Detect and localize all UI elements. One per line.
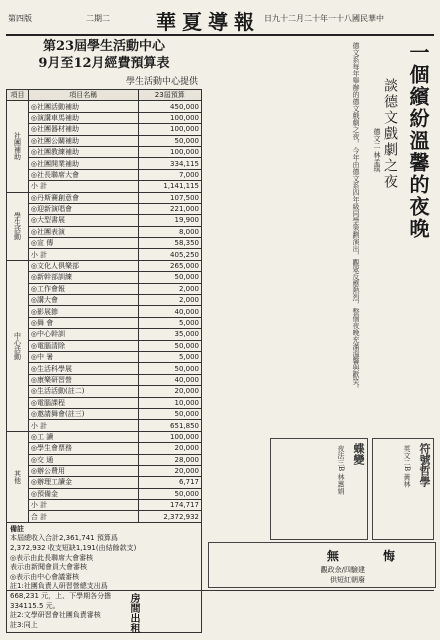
table-row	[7, 169, 202, 180]
row-item: ◎新幹部訓練	[28, 272, 138, 283]
row-amount: 40,000	[138, 306, 201, 317]
row-item: ◎社團公關補助	[28, 135, 138, 146]
philosophy-title: 符號哲學	[418, 443, 431, 487]
row-item: ◎中 暑	[28, 351, 138, 362]
table-row	[7, 203, 202, 214]
table-row	[7, 192, 202, 203]
row-amount: 100,000	[138, 431, 201, 442]
issue-date: 日九十二月二十年一十八國民華中	[264, 14, 384, 23]
table-row	[7, 408, 202, 419]
table-row	[7, 158, 202, 169]
table-row	[7, 443, 202, 454]
classified-ad	[6, 590, 434, 635]
note-line: 表示由新聞會員大會審核	[10, 563, 87, 572]
row-amount: 50,000	[138, 488, 201, 499]
row-amount: 20,000	[138, 386, 201, 397]
header-amount: 23屆預算	[138, 90, 201, 101]
table-row	[7, 465, 202, 476]
philosophy-box	[372, 438, 434, 540]
row-item: ◎演講車馬補助	[28, 112, 138, 123]
table-row	[7, 488, 202, 499]
row-item: 小 計	[28, 500, 138, 511]
row-amount: 35,000	[138, 329, 201, 340]
row-amount: 450,000	[138, 101, 201, 112]
row-item: ◎社團教練補助	[28, 146, 138, 157]
budget-table	[6, 89, 202, 523]
table-row	[7, 431, 202, 442]
row-amount: 8,000	[138, 226, 201, 237]
row-item: ◎社團開業補助	[28, 158, 138, 169]
row-amount: 50,000	[138, 135, 201, 146]
row-amount: 107,500	[138, 192, 201, 203]
row-item: 小 計	[28, 420, 138, 431]
row-amount: 5,000	[138, 351, 201, 362]
table-row	[7, 272, 202, 283]
row-item: ◎生活活動(註二)	[28, 386, 138, 397]
row-item: 小 計	[28, 249, 138, 260]
row-amount: 7,000	[138, 169, 201, 180]
row-category: 其他	[7, 431, 29, 522]
note-line: 註2:文學研習會社團負責審核	[10, 611, 101, 620]
row-amount: 174,717	[138, 500, 201, 511]
row-amount: 40,000	[138, 374, 201, 385]
article-body: 德文系每年舉辦的德文戲劇之夜，今年由德文系四年級同學策劃演出，觀眾反應熱烈，整個夜晚充滿溫馨與歡笑。	[352, 42, 360, 392]
butterfly-box	[270, 438, 368, 540]
row-item: ◎電腦清除	[28, 340, 138, 351]
row-item: 小 計	[28, 181, 138, 192]
masthead	[6, 4, 434, 36]
budget-table-body	[7, 101, 202, 522]
table-row	[7, 249, 202, 260]
row-amount: 651,850	[138, 420, 201, 431]
article-subhead: 談德文戲劇之夜	[382, 78, 398, 190]
row-item: ◎電腦課程	[28, 397, 138, 408]
table-row	[7, 420, 202, 431]
table-row	[7, 511, 202, 522]
table-row	[7, 454, 202, 465]
row-item: ◎邀請舞會(註三)	[28, 408, 138, 419]
table-row	[7, 500, 202, 511]
row-item: ◎交 通	[28, 454, 138, 465]
row-amount: 50,000	[138, 363, 201, 374]
row-item: ◎學生會票務	[28, 443, 138, 454]
row-item: ◎預備金	[28, 488, 138, 499]
row-amount: 221,000	[138, 203, 201, 214]
row-amount: 10,000	[138, 397, 201, 408]
budget-header-row	[7, 90, 202, 101]
article-byline: 德文二 林孟琪	[373, 128, 381, 173]
note-line: 註3:同上	[10, 620, 38, 629]
note-line: 668,231 元，上、下學期各分擔	[10, 592, 112, 600]
table-row	[7, 340, 202, 351]
row-amount: 2,000	[138, 283, 201, 294]
row-amount: 265,000	[138, 260, 201, 271]
row-amount: 50,000	[138, 340, 201, 351]
row-amount: 6,717	[138, 477, 201, 488]
table-row	[7, 226, 202, 237]
row-amount: 2,372,932	[138, 511, 201, 522]
newspaper-title: 華夏導報	[156, 10, 260, 34]
header-category: 項目	[7, 90, 29, 101]
row-item: 合 計	[28, 511, 138, 522]
table-row	[7, 181, 202, 192]
budget-provider: 學生活動中心提供	[125, 77, 198, 87]
row-item: ◎中心幹訓	[28, 329, 138, 340]
article-headline: 一個繽紛溫馨的夜晚	[406, 42, 430, 240]
table-row	[7, 317, 202, 328]
row-category: 學生活動	[7, 192, 29, 260]
row-item: ◎講大會	[28, 295, 138, 306]
note-line: ◎表示由中心會議審核	[10, 572, 80, 581]
table-row	[7, 397, 202, 408]
table-row	[7, 215, 202, 226]
row-item: ◎社團表演	[28, 226, 138, 237]
table-row	[7, 477, 202, 488]
row-item: ◎影展節	[28, 306, 138, 317]
row-item: ◎迎新演唱會	[28, 203, 138, 214]
butterfly-byline: 夜法三B 林惠娟	[337, 445, 345, 495]
row-item: ◎辦理工讀金	[28, 477, 138, 488]
main-article	[208, 38, 434, 433]
row-amount: 19,900	[138, 215, 201, 226]
row-item: ◎丹斯賽創意會	[28, 192, 138, 203]
butterfly-title: 蝶變	[352, 443, 365, 465]
row-item: ◎社團活動補助	[28, 101, 138, 112]
row-amount: 20,000	[138, 443, 201, 454]
table-row	[7, 329, 202, 340]
row-amount: 50,000	[138, 408, 201, 419]
table-row	[7, 363, 202, 374]
header-item: 項目名稱	[28, 90, 138, 101]
table-row	[7, 283, 202, 294]
row-item: ◎工 讀	[28, 431, 138, 442]
row-amount: 100,000	[138, 146, 201, 157]
notes-label: 備註	[10, 524, 24, 533]
table-row	[7, 101, 202, 112]
note-line: 334115.5 元。	[10, 601, 60, 610]
row-item: ◎社團器材補助	[28, 124, 138, 135]
table-row	[7, 124, 202, 135]
nothing-box	[208, 542, 436, 588]
lower-section	[208, 438, 434, 588]
row-amount: 28,000	[138, 454, 201, 465]
table-row	[7, 146, 202, 157]
table-row	[7, 238, 202, 249]
row-amount: 100,000	[138, 124, 201, 135]
budget-title-line1: 第23屆學生活動中心	[42, 39, 166, 54]
budget-title-line2: 9月至12月經費預算表	[38, 56, 170, 71]
row-amount: 20,000	[138, 465, 201, 476]
row-item: ◎工作會報	[28, 283, 138, 294]
page-number: 第四版	[8, 14, 32, 23]
row-amount: 5,000	[138, 317, 201, 328]
table-row	[7, 351, 202, 362]
row-item: ◎康樂研習營	[28, 374, 138, 385]
table-row	[7, 135, 202, 146]
table-row	[7, 112, 202, 123]
nothing-title: 無 悔	[326, 549, 415, 563]
row-amount: 58,350	[138, 238, 201, 249]
row-category: 中心活動	[7, 260, 29, 431]
table-row	[7, 295, 202, 306]
row-item: ◎辦公費用	[28, 465, 138, 476]
row-amount: 1,141,115	[138, 181, 201, 192]
table-row	[7, 374, 202, 385]
row-item: ◎生活科學展	[28, 363, 138, 374]
row-item: ◎社長聯席大會	[28, 169, 138, 180]
row-item: ◎舞 會	[28, 317, 138, 328]
ad-title: 房間出租	[128, 593, 139, 633]
note-line: ◎表示由此長聯席大會審核	[10, 553, 94, 562]
row-category: 社團補助	[7, 101, 29, 192]
philosophy-byline: 英文二B 黃林	[403, 445, 411, 488]
table-row	[7, 386, 202, 397]
table-row	[7, 260, 202, 271]
note-line: 註1:社團負責人研習營總支出爲	[10, 582, 108, 591]
note-line: 本屆總收入合計2,361,741 預算爲	[10, 534, 118, 543]
row-amount: 2,000	[138, 295, 201, 306]
issue-number: 二期二	[86, 14, 110, 23]
row-item: ◎文化人俱樂部	[28, 260, 138, 271]
table-row	[7, 306, 202, 317]
row-amount: 50,000	[138, 272, 201, 283]
note-line: 2,372,932 收支短缺1,191(由結餘款支)	[10, 544, 137, 553]
row-amount: 334,115	[138, 158, 201, 169]
row-amount: 405,250	[138, 249, 201, 260]
nothing-byline: 觀政余/四驗建	[320, 566, 365, 574]
row-item: ◎宣 傳	[28, 238, 138, 249]
nothing-subtitle: 供短紅朝廢	[330, 576, 365, 584]
row-item: ◎大型書展	[28, 215, 138, 226]
row-amount: 100,000	[138, 112, 201, 123]
